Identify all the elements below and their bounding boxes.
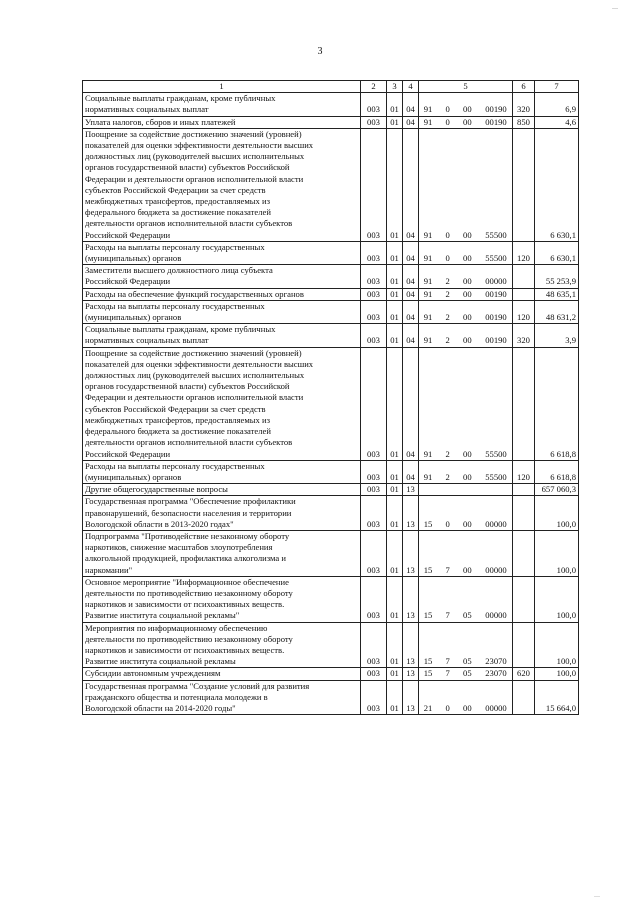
target-article-part: 91: [423, 276, 433, 287]
section-code: 01: [387, 288, 403, 300]
row-name-line: Поощрение за содействие достижению значений (уровней): [85, 128, 302, 139]
row-name-line: Государственная программа "Обеспечение профилактики: [85, 496, 296, 507]
row-name-line: алкогольной продукцией, профилактика алкоголизма и: [85, 553, 286, 564]
table-row: [83, 128, 579, 241]
admin-code: 003: [361, 622, 387, 668]
expense-type-code: [513, 680, 535, 715]
column-header: 5: [419, 81, 513, 93]
expense-type-code: [513, 530, 535, 576]
target-article-part: 00000: [485, 518, 507, 529]
row-name-line: (муниципальных) органов: [85, 471, 182, 482]
table-row: [83, 265, 579, 288]
bottom-mark: ...: [594, 890, 600, 899]
subsection-code: 04: [403, 324, 419, 347]
amount: 4,6: [535, 116, 579, 128]
target-article-part: 15: [423, 656, 433, 667]
table-row: [83, 324, 579, 347]
row-name: [83, 116, 361, 128]
admin-code: 003: [361, 496, 387, 531]
row-name-line: (муниципальных) органов: [85, 253, 182, 264]
table-row: [83, 576, 579, 622]
row-name-line: деятельности по противодействию незаконному обороту: [85, 587, 293, 598]
subsection-code: 13: [403, 484, 419, 496]
target-article-part: 00: [463, 564, 472, 575]
section-code: 01: [387, 496, 403, 531]
row-name: [83, 241, 361, 264]
row-name-line: федерального бюджета за достижение показателей: [85, 207, 271, 218]
target-article-code: [419, 116, 513, 128]
row-name-line: Субсидии автономным учреждениям: [85, 668, 221, 679]
row-name-line: Социальные выплаты гражданам, кроме публичных: [85, 93, 276, 104]
target-article-part: 91: [423, 116, 433, 127]
row-name: [83, 668, 361, 680]
subsection-code: 04: [403, 265, 419, 288]
section-code: 01: [387, 622, 403, 668]
row-name-line: субъектов Российской Федерации за счет средств: [85, 403, 266, 414]
table-row: [83, 484, 579, 496]
expense-type-code: [513, 265, 535, 288]
row-name-line: деятельности органов исполнительной власти субъектов: [85, 437, 293, 448]
section-code: 01: [387, 300, 403, 323]
target-article-part: 0: [445, 229, 450, 240]
row-name-line: наркомании": [85, 564, 133, 575]
expense-type-code: [513, 484, 535, 496]
target-article-part: 21: [423, 702, 433, 713]
target-article-part: 2: [445, 276, 450, 287]
row-name-line: Расходы на выплаты персоналу государственных: [85, 460, 265, 471]
amount: 6 630,1: [535, 241, 579, 264]
corner-mark: ...: [612, 2, 618, 11]
table-row: [83, 460, 579, 483]
target-article-part: 05: [463, 610, 472, 621]
row-name-line: Подпрограмма "Противодействие незаконному обороту: [85, 530, 290, 541]
target-article-code: [419, 324, 513, 347]
row-name: [83, 530, 361, 576]
target-article-part: 55500: [485, 253, 507, 264]
table-row: [83, 622, 579, 668]
subsection-code: 04: [403, 347, 419, 460]
expense-type-code: 120: [513, 241, 535, 264]
target-article-code: [419, 530, 513, 576]
column-header: 3: [387, 81, 403, 93]
row-name: [83, 680, 361, 715]
target-article-part: 23070: [485, 656, 507, 667]
amount: 48 631,2: [535, 300, 579, 323]
target-article-part: 00: [463, 276, 472, 287]
admin-code: 003: [361, 324, 387, 347]
target-article-part: 15: [423, 610, 433, 621]
subsection-code: 13: [403, 496, 419, 531]
subsection-code: 04: [403, 93, 419, 116]
target-article-part: 00000: [485, 564, 507, 575]
table-row: [83, 93, 579, 116]
column-header: 1: [83, 81, 361, 93]
amount: 55 253,9: [535, 265, 579, 288]
expense-type-code: [513, 496, 535, 531]
admin-code: 003: [361, 530, 387, 576]
admin-code: 003: [361, 576, 387, 622]
amount: 6 618,8: [535, 460, 579, 483]
target-article-code: [419, 241, 513, 264]
row-name-line: Федерации и деятельности органов исполнительной власти: [85, 392, 304, 403]
expense-type-code: [513, 288, 535, 300]
row-name: [83, 576, 361, 622]
row-name-line: Российской Федерации: [85, 448, 171, 459]
target-article-part: 0: [445, 253, 450, 264]
target-article-part: 91: [423, 448, 433, 459]
subsection-code: 04: [403, 288, 419, 300]
row-name-line: должностных лиц (руководителей высших исполнительных: [85, 151, 305, 162]
target-article-part: 00: [463, 229, 472, 240]
target-article-part: 15: [423, 564, 433, 575]
row-name-line: деятельности по противодействию незаконному обороту: [85, 633, 293, 644]
budget-table: [82, 80, 579, 715]
section-code: 01: [387, 116, 403, 128]
admin-code: 003: [361, 241, 387, 264]
section-code: 01: [387, 484, 403, 496]
section-code: 01: [387, 530, 403, 576]
row-name: [83, 300, 361, 323]
target-article-part: 7: [445, 656, 450, 667]
row-name-line: органов государственной власти) субъектов Российской: [85, 381, 290, 392]
target-article-part: 00: [463, 471, 472, 482]
target-article-part: 00000: [485, 276, 507, 287]
admin-code: 003: [361, 347, 387, 460]
subsection-code: 04: [403, 460, 419, 483]
row-name-line: Вологодской области на 2014-2020 годы": [85, 702, 236, 713]
target-article-part: 7: [445, 564, 450, 575]
row-name-line: Другие общегосударственные вопросы: [85, 484, 228, 495]
expense-type-code: 320: [513, 324, 535, 347]
expense-type-code: 850: [513, 116, 535, 128]
target-article-part: 0: [445, 104, 450, 115]
subsection-code: 13: [403, 668, 419, 680]
section-code: 01: [387, 265, 403, 288]
column-header: 6: [513, 81, 535, 93]
row-name-line: Расходы на выплаты персоналу государственных: [85, 241, 265, 252]
row-name: [83, 93, 361, 116]
subsection-code: 13: [403, 622, 419, 668]
admin-code: 003: [361, 128, 387, 241]
row-name-line: наркотиков, снижение масштабов злоупотребления: [85, 542, 273, 553]
target-article-part: 91: [423, 104, 433, 115]
amount: 100,0: [535, 496, 579, 531]
expense-type-code: [513, 347, 535, 460]
row-name-line: должностных лиц (руководителей высших исполнительных: [85, 370, 305, 381]
row-name-line: нормативных социальных выплат: [85, 335, 209, 346]
target-article-part: 00000: [485, 702, 507, 713]
target-article-part: 00: [463, 702, 472, 713]
section-code: 01: [387, 128, 403, 241]
section-code: 01: [387, 347, 403, 460]
table-row: [83, 116, 579, 128]
target-article-code: [419, 622, 513, 668]
amount: 100,0: [535, 530, 579, 576]
amount: 6 618,8: [535, 347, 579, 460]
table-row: [83, 668, 579, 680]
amount: 15 664,0: [535, 680, 579, 715]
target-article-part: 00: [463, 116, 472, 127]
table-row: [83, 530, 579, 576]
target-article-part: 15: [423, 668, 433, 679]
subsection-code: 13: [403, 576, 419, 622]
amount: 6,9: [535, 93, 579, 116]
admin-code: 003: [361, 93, 387, 116]
amount: 100,0: [535, 622, 579, 668]
target-article-code: [419, 484, 513, 496]
target-article-part: 23070: [485, 668, 507, 679]
admin-code: 003: [361, 288, 387, 300]
target-article-part: 00: [463, 312, 472, 323]
target-article-part: 0: [445, 518, 450, 529]
target-article-part: 00190: [485, 288, 507, 299]
row-name-line: Федерации и деятельности органов исполнительной власти: [85, 173, 304, 184]
target-article-part: 00000: [485, 610, 507, 621]
target-article-code: [419, 460, 513, 483]
row-name-line: Развитие института социальной рекламы": [85, 610, 240, 621]
target-article-code: [419, 496, 513, 531]
target-article-code: [419, 680, 513, 715]
section-code: 01: [387, 680, 403, 715]
target-article-code: [419, 265, 513, 288]
target-article-part: 05: [463, 668, 472, 679]
subsection-code: 13: [403, 530, 419, 576]
section-code: 01: [387, 576, 403, 622]
admin-code: 003: [361, 484, 387, 496]
subsection-code: 13: [403, 680, 419, 715]
target-article-part: 7: [445, 610, 450, 621]
row-name: [83, 496, 361, 531]
amount: 6 630,1: [535, 128, 579, 241]
amount: 100,0: [535, 668, 579, 680]
amount: 100,0: [535, 576, 579, 622]
row-name-line: показателей для оценки эффективности деятельности высших: [85, 358, 314, 369]
target-article-part: 00: [463, 448, 472, 459]
expense-type-code: 320: [513, 93, 535, 116]
target-article-code: [419, 93, 513, 116]
row-name-line: Развитие института социальной рекламы: [85, 656, 236, 667]
row-name: [83, 128, 361, 241]
target-article-part: 0: [445, 116, 450, 127]
row-name-line: Заместители высшего должностного лица субъекта: [85, 265, 273, 276]
amount: 657 060,3: [535, 484, 579, 496]
target-article-part: 05: [463, 656, 472, 667]
page-number: 3: [317, 46, 323, 57]
row-name-line: Расходы на обеспечение функций государственных органов: [85, 288, 304, 299]
target-article-part: 00: [463, 335, 472, 346]
admin-code: 003: [361, 116, 387, 128]
row-name-line: Социальные выплаты гражданам, кроме публичных: [85, 324, 276, 335]
target-article-part: 55500: [485, 471, 507, 482]
row-name-line: Российской Федерации: [85, 229, 171, 240]
row-name: [83, 622, 361, 668]
section-code: 01: [387, 324, 403, 347]
table-row: [83, 300, 579, 323]
admin-code: 003: [361, 668, 387, 680]
row-name-line: Основное мероприятие "Информационное обеспечение: [85, 576, 289, 587]
table-row: [83, 241, 579, 264]
table-header-row: [83, 81, 579, 93]
row-name: [83, 324, 361, 347]
row-name-line: межбюджетных трансфертов, предоставляемых из: [85, 196, 270, 207]
target-article-part: 00: [463, 104, 472, 115]
row-name-line: Российской Федерации: [85, 276, 171, 287]
column-header: 7: [535, 81, 579, 93]
row-name-line: Государственная программа "Создание условий для развития: [85, 680, 310, 691]
row-name-line: гражданского общества и потенциала молодежи в: [85, 691, 268, 702]
admin-code: 003: [361, 460, 387, 483]
row-name-line: Уплата налогов, сборов и иных платежей: [85, 116, 236, 127]
target-article-part: 91: [423, 335, 433, 346]
row-name-line: показателей для оценки эффективности деятельности высших: [85, 140, 314, 151]
expense-type-code: [513, 576, 535, 622]
row-name-line: правонарушений, безопасности населения и территории: [85, 507, 292, 518]
table-row: [83, 680, 579, 715]
expense-type-code: [513, 128, 535, 241]
row-name-line: межбюджетных трансфертов, предоставляемых из: [85, 414, 270, 425]
target-article-part: 00190: [485, 116, 507, 127]
target-article-code: [419, 347, 513, 460]
row-name: [83, 288, 361, 300]
target-article-part: 00: [463, 253, 472, 264]
target-article-part: 00: [463, 518, 472, 529]
row-name: [83, 484, 361, 496]
target-article-part: 2: [445, 335, 450, 346]
target-article-part: 55500: [485, 448, 507, 459]
row-name: [83, 347, 361, 460]
target-article-part: 00190: [485, 335, 507, 346]
expense-type-code: [513, 622, 535, 668]
target-article-part: 91: [423, 312, 433, 323]
row-name-line: органов государственной власти) субъектов Российской: [85, 162, 290, 173]
expense-type-code: 120: [513, 300, 535, 323]
subsection-code: 04: [403, 241, 419, 264]
row-name-line: наркотиков и зависимости от психоактивных веществ.: [85, 599, 285, 610]
amount: 48 635,1: [535, 288, 579, 300]
target-article-code: [419, 300, 513, 323]
table-row: [83, 347, 579, 460]
subsection-code: 04: [403, 128, 419, 241]
row-name-line: нормативных социальных выплат: [85, 104, 209, 115]
table-row: [83, 288, 579, 300]
target-article-part: 15: [423, 518, 433, 529]
section-code: 01: [387, 668, 403, 680]
target-article-part: 91: [423, 288, 433, 299]
row-name-line: (муниципальных) органов: [85, 312, 182, 323]
row-name-line: субъектов Российской Федерации за счет средств: [85, 184, 266, 195]
row-name-line: федерального бюджета за достижение показателей: [85, 426, 271, 437]
target-article-part: 00: [463, 288, 472, 299]
table-row: [83, 496, 579, 531]
row-name-line: Мероприятия по информационному обеспечению: [85, 622, 268, 633]
target-article-code: [419, 288, 513, 300]
column-header: 2: [361, 81, 387, 93]
row-name-line: Вологодской области в 2013-2020 годах": [85, 518, 234, 529]
section-code: 01: [387, 460, 403, 483]
admin-code: 003: [361, 680, 387, 715]
target-article-part: 2: [445, 471, 450, 482]
target-article-part: 2: [445, 448, 450, 459]
target-article-part: 55500: [485, 229, 507, 240]
target-article-code: [419, 668, 513, 680]
section-code: 01: [387, 93, 403, 116]
admin-code: 003: [361, 300, 387, 323]
target-article-part: 91: [423, 471, 433, 482]
subsection-code: 04: [403, 300, 419, 323]
target-article-part: 00190: [485, 104, 507, 115]
row-name-line: наркотиков и зависимости от психоактивных веществ.: [85, 644, 285, 655]
expense-type-code: 620: [513, 668, 535, 680]
column-header: 4: [403, 81, 419, 93]
section-code: 01: [387, 241, 403, 264]
amount: 3,9: [535, 324, 579, 347]
target-article-code: [419, 576, 513, 622]
row-name: [83, 265, 361, 288]
target-article-part: 0: [445, 702, 450, 713]
subsection-code: 04: [403, 116, 419, 128]
row-name-line: деятельности органов исполнительной власти субъектов: [85, 218, 293, 229]
expense-type-code: 120: [513, 460, 535, 483]
target-article-part: 00190: [485, 312, 507, 323]
target-article-part: 91: [423, 253, 433, 264]
row-name: [83, 460, 361, 483]
admin-code: 003: [361, 265, 387, 288]
row-name-line: Расходы на выплаты персоналу государственных: [85, 300, 265, 311]
target-article-part: 2: [445, 312, 450, 323]
row-name-line: Поощрение за содействие достижению значений (уровней): [85, 347, 302, 358]
target-article-code: [419, 128, 513, 241]
target-article-part: 2: [445, 288, 450, 299]
target-article-part: 7: [445, 668, 450, 679]
target-article-part: 91: [423, 229, 433, 240]
